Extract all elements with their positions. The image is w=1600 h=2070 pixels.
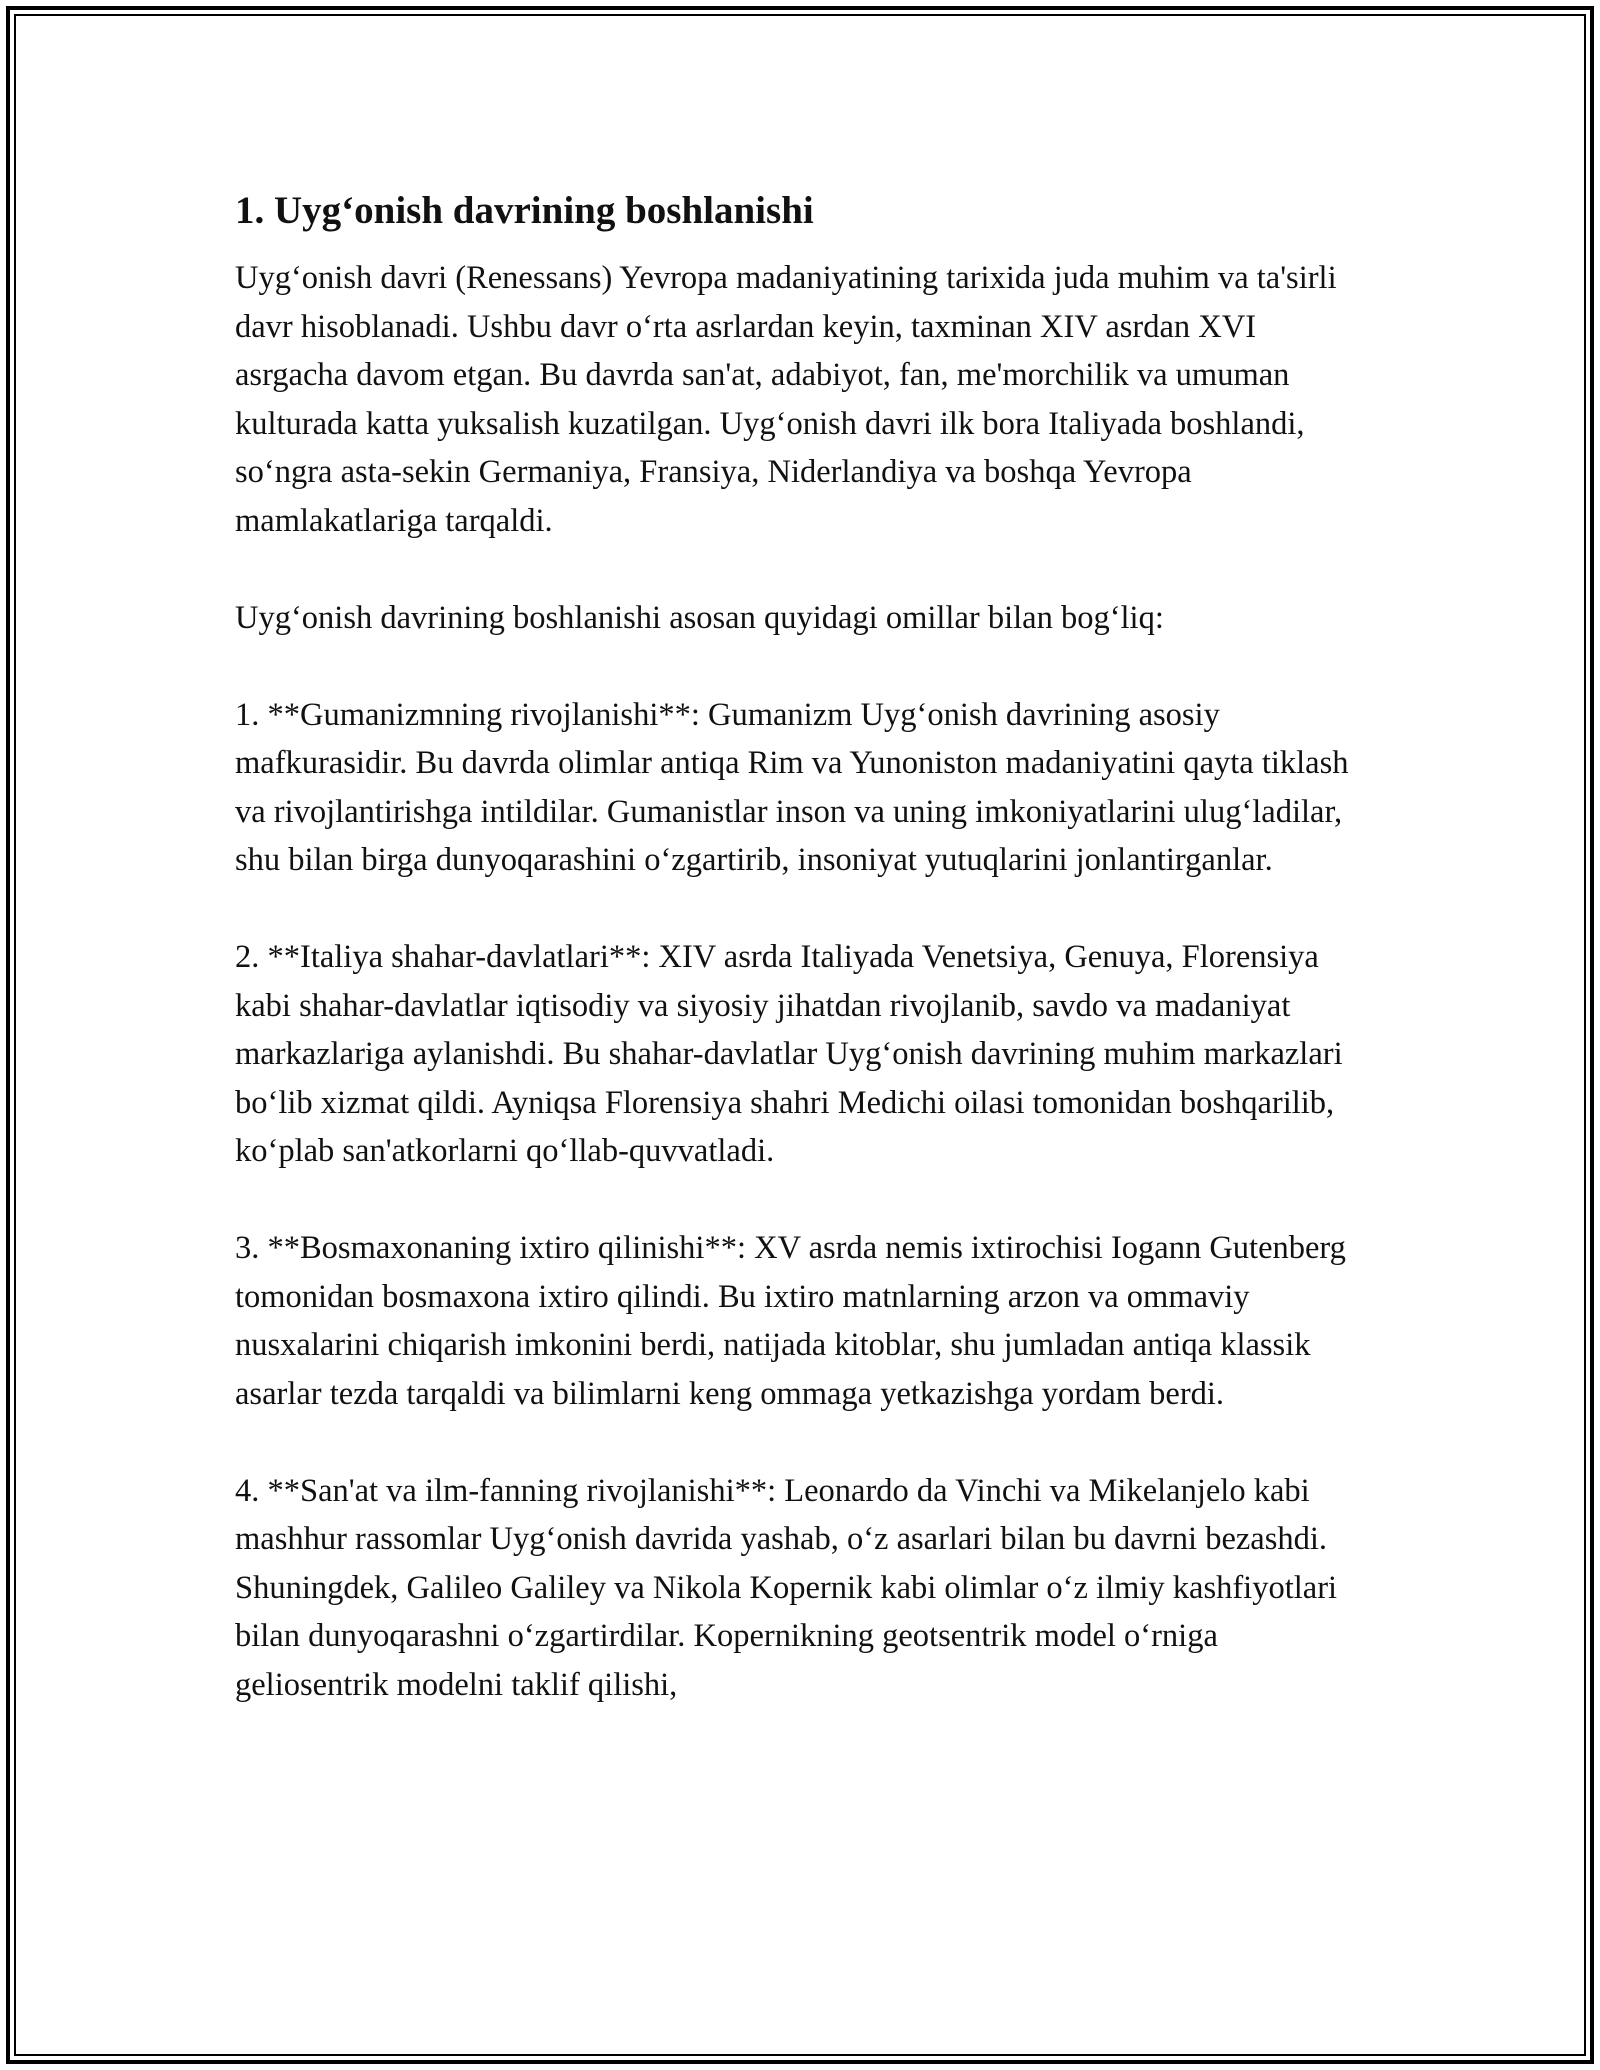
factors-intro-paragraph: Uyg‘onish davrining boshlanishi asosan quyidagi omillar bilan bog‘liq: xyxy=(235,599,1164,636)
list-item-humanism: 1. **Gumanizmning rivojlanishi**: Gumanizm Uyg‘onish davrining asosiy mafkurasidir. Bu davrda olimlar antiqa Rim va Yunoniston madaniyatini qayta tiklash va rivojlantirishga intildilar. Gumanistlar inson va uning imkoniyatlarini ulug‘ladilar, shu bilan birga dunyoqarashini o‘zgartirib, insoniyat yutuqlarini jonlantirganlar. xyxy=(235,696,1349,878)
intro-paragraph: Uyg‘onish davri (Renessans) Yevropa madaniyatining tarixida juda muhim va ta'sirli davr hisoblanadi. Ushbu davr o‘rta asrlardan keyin, taxminan XIV asrdan XVI asrgacha davom etgan. Bu davrda san'at, adabiyot, fan, me'morchilik va umuman kulturada katta yuksalish kuzatilgan. Uyg‘onish davri ilk bora Italiyada boshlandi, so‘ngra asta-sekin Germaniya, Fransiya, Niderlandiya va boshqa Yevropa mamlakatlariga tarqaldi. xyxy=(235,260,1337,539)
list-item-printing-press: 3. **Bosmaxonaning ixtiro qilinishi**: XV asrda nemis ixtirochisi Iogann Gutenberg tomonidan bosmaxona ixtiro qilindi. Bu ixtiro matnlarning arzon va ommaviy nusxalarini chiqarish imkonini berdi, natijada kitoblar, shu jumladan antiqa klassik asarlar tezda tarqaldi va bilimlarni keng ommaga yetkazishga yordam berdi. xyxy=(235,1230,1346,1412)
section-heading: 1. Uyg‘onish davrining boshlanishi xyxy=(235,189,814,232)
document-body xyxy=(235,186,1365,1758)
list-item-art-science: 4. **San'at va ilm-fanning rivojlanishi**: Leonardo da Vinchi va Mikelanjelo kabi mashhur rassomlar Uyg‘onish davrida yashab, o‘z asarlari bilan bu davrni bezashdi. Shuningdek, Galileo Galiley va Nikola Kopernik kabi olimlar o‘z ilmiy kashfiyotlari bilan dunyoqarashni o‘zgartirdilar. Kopernikning geotsentrik model o‘rniga geliosentrik modelni taklif qilishi, xyxy=(235,1472,1338,1703)
list-item-city-states: 2. **Italiya shahar-davlatlari**: XIV asrda Italiyada Venetsiya, Genuya, Florensiya kabi shahar-davlatlar iqtisodiy va siyosiy jihatdan rivojlanib, savdo va madaniyat markazlariga aylanishdi. Bu shahar-davlatlar Uyg‘onish davrining muhim markazlari bo‘lib xizmat qildi. Ayniqsa Florensiya shahri Medichi oilasi tomonidan boshqarilib, ko‘plab san'atkorlarni qo‘llab-quvvatladi. xyxy=(235,939,1343,1169)
